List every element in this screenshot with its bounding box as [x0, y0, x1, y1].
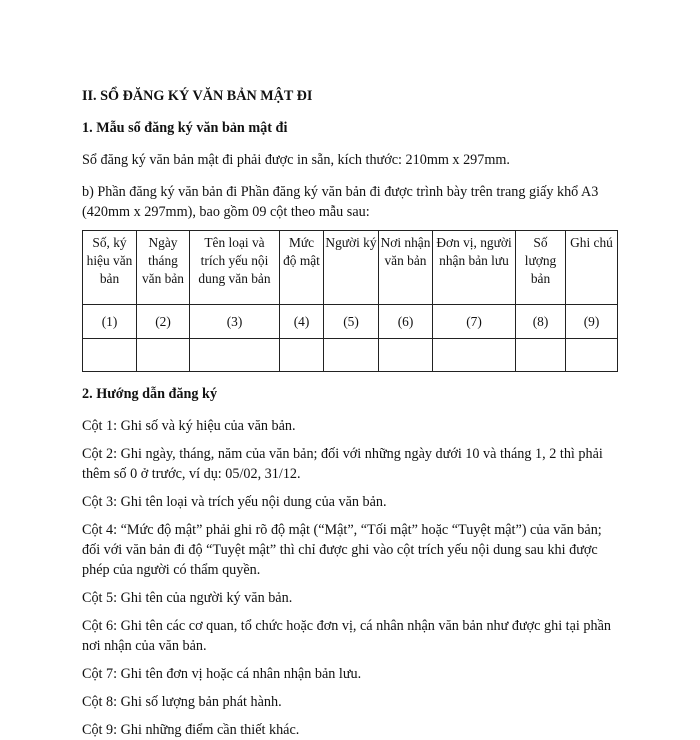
header-cell: Đơn vị, người nhận bản lưu — [433, 231, 516, 305]
register-table — [82, 230, 618, 372]
subsection-title-1: 1. Mẫu sổ đăng ký văn bản mật đi — [82, 120, 288, 136]
blank-cell — [83, 339, 137, 372]
blank-cell — [566, 339, 618, 372]
table-blank-row — [83, 339, 618, 372]
number-cell: (5) — [324, 305, 379, 339]
instruction-column-7: Cột 7: Ghi tên đơn vị hoặc cá nhân nhận bản lưu. — [82, 666, 362, 682]
blank-cell — [190, 339, 280, 372]
header-cell: Ghi chú — [566, 231, 618, 305]
header-cell: Số lượng bản — [516, 231, 566, 305]
number-cell: (9) — [566, 305, 618, 339]
table-header-row — [83, 231, 618, 305]
blank-cell — [516, 339, 566, 372]
blank-cell — [433, 339, 516, 372]
number-cell: (2) — [137, 305, 190, 339]
instruction-column-3: Cột 3: Ghi tên loại và trích yếu nội dung của văn bản. — [82, 494, 387, 510]
number-cell: (7) — [433, 305, 516, 339]
blank-cell — [137, 339, 190, 372]
number-cell: (3) — [190, 305, 280, 339]
header-cell: Nơi nhận văn bản — [379, 231, 433, 305]
instruction-column-6: Cột 6: Ghi tên các cơ quan, tổ chức hoặc đơn vị, cá nhân nhận văn bản như được ghi tại phần nơi nhận của văn bản. — [82, 618, 611, 654]
header-cell: Số, ký hiệu văn bản — [83, 231, 137, 305]
instruction-column-1: Cột 1: Ghi số và ký hiệu của văn bản. — [82, 418, 296, 434]
document-content — [82, 86, 620, 740]
instruction-column-4: Cột 4: “Mức độ mật” phải ghi rõ độ mật (“Mật”, “Tối mật” hoặc “Tuyệt mật”) của văn bản; đối với văn bản đi độ “Tuyệt mật” thì chỉ được ghi vào cột trích yếu nội dung sau khi được phép của người có thẩm quyền. — [82, 522, 602, 578]
number-cell: (8) — [516, 305, 566, 339]
table-number-row — [83, 305, 618, 339]
number-cell: (4) — [280, 305, 324, 339]
paragraph-size: Sổ đăng ký văn bản mật đi phải được in sẵn, kích thước: 210mm x 297mm. — [82, 152, 510, 168]
blank-cell — [280, 339, 324, 372]
paragraph-b: b) Phần đăng ký văn bản đi Phần đăng ký văn bản đi được trình bày trên trang giấy khổ A3 (420mm x 297mm), bao gồm 09 cột theo mẫu sau: — [82, 184, 599, 220]
instruction-column-9: Cột 9: Ghi những điểm cần thiết khác. — [82, 722, 300, 738]
header-cell: Tên loại và trích yếu nội dung văn bản — [190, 231, 280, 305]
instruction-column-8: Cột 8: Ghi số lượng bản phát hành. — [82, 694, 282, 710]
blank-cell — [379, 339, 433, 372]
number-cell: (1) — [83, 305, 137, 339]
header-cell: Ngày tháng văn bản — [137, 231, 190, 305]
header-cell: Mức độ mật — [280, 231, 324, 305]
section-title: II. SỔ ĐĂNG KÝ VĂN BẢN MẬT ĐI — [82, 88, 313, 104]
header-cell: Người ký — [324, 231, 379, 305]
instruction-column-5: Cột 5: Ghi tên của người ký văn bản. — [82, 590, 293, 606]
number-cell: (6) — [379, 305, 433, 339]
subsection-title-2: 2. Hướng dẫn đăng ký — [82, 386, 218, 402]
instruction-column-2: Cột 2: Ghi ngày, tháng, năm của văn bản; đối với những ngày dưới 10 và tháng 1, 2 thì phải thêm số 0 ở trước, ví dụ: 05/02, 31/12. — [82, 446, 603, 482]
blank-cell — [324, 339, 379, 372]
